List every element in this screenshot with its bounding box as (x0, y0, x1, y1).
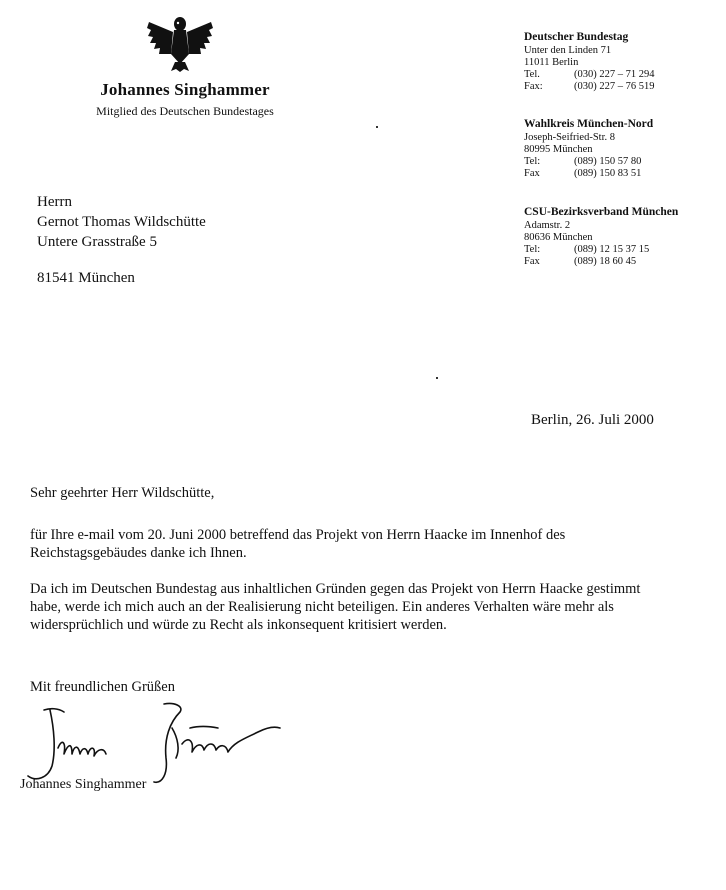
fax-row (524, 256, 678, 268)
recipient-city: 81541 München (37, 270, 135, 286)
federal-eagle-logo (147, 14, 213, 72)
contact-line: Unter den Linden 71 (524, 45, 612, 56)
contact-line: 80636 München (524, 232, 593, 243)
phone-value: (030) 227 – 71 294 (574, 69, 655, 80)
recipient-address (37, 192, 206, 288)
fax-value: (030) 227 – 76 519 (574, 81, 655, 92)
contact-heading: Wahlkreis München-Nord (524, 118, 654, 130)
phone-row (524, 156, 653, 168)
scan-speck (376, 126, 378, 128)
recipient-street: Untere Grasstraße 5 (37, 234, 157, 250)
fax-row (524, 81, 655, 93)
contact-line: Joseph-Seifried-Str. 8 (524, 132, 615, 143)
recipient-name: Gernot Thomas Wildschütte (37, 214, 206, 230)
phone-value: (089) 12 15 37 15 (574, 244, 650, 255)
scan-speck (436, 377, 438, 379)
fax-value: (089) 150 83 51 (574, 168, 642, 179)
contact-line: 11011 Berlin (524, 57, 579, 68)
fax-value: (089) 18 60 45 (574, 256, 637, 267)
fax-label: Fax (524, 256, 540, 267)
contact-line: Adamstr. 2 (524, 220, 571, 231)
phone-label: Tel: (524, 244, 541, 255)
fax-label: Fax: (524, 81, 543, 92)
fax-label: Fax (524, 168, 540, 179)
recipient-salutation: Herrn (37, 194, 72, 210)
sender-title: Mitglied des Deutschen Bundestages (96, 104, 274, 118)
phone-row (524, 69, 655, 81)
phone-value: (089) 150 57 80 (574, 156, 642, 167)
paragraph: Da ich im Deutschen Bundestag aus inhaltlichen Gründen gegen das Projekt von Herrn Haacke gestimmt habe, werde ich mich auch an der Realisierung nicht beteiligen. Ein anderes Verhalten wäre mehr als widersprüchlich und würde zu Recht als inkonsequent kritisiert werden. (30, 581, 641, 633)
phone-label: Tel. (524, 69, 540, 80)
contact-line: 80995 München (524, 144, 593, 155)
phone-label: Tel: (524, 156, 541, 167)
contact-heading: Deutscher Bundestag (524, 31, 629, 43)
contact-heading: CSU-Bezirksverband München (524, 206, 679, 218)
greeting: Sehr geehrter Herr Wildschütte, (30, 485, 215, 501)
contact-block-bezirksverband (524, 205, 678, 268)
closing: Mit freundlichen Grüßen (30, 679, 175, 695)
signature-name: Johannes Singhammer (20, 777, 147, 792)
contact-block-wahlkreis (524, 117, 653, 180)
sender-name: Johannes Singhammer (100, 80, 270, 99)
paragraph: für Ihre e-mail vom 20. Juni 2000 betreffend das Projekt von Herrn Haacke im Innenhof des Reichstagsgebäudes danke ich Ihnen. (30, 527, 566, 561)
phone-row (524, 244, 678, 256)
fax-row (524, 168, 653, 180)
contact-block-bundestag (524, 30, 655, 93)
letter-date: Berlin, 26. Juli 2000 (531, 412, 654, 428)
